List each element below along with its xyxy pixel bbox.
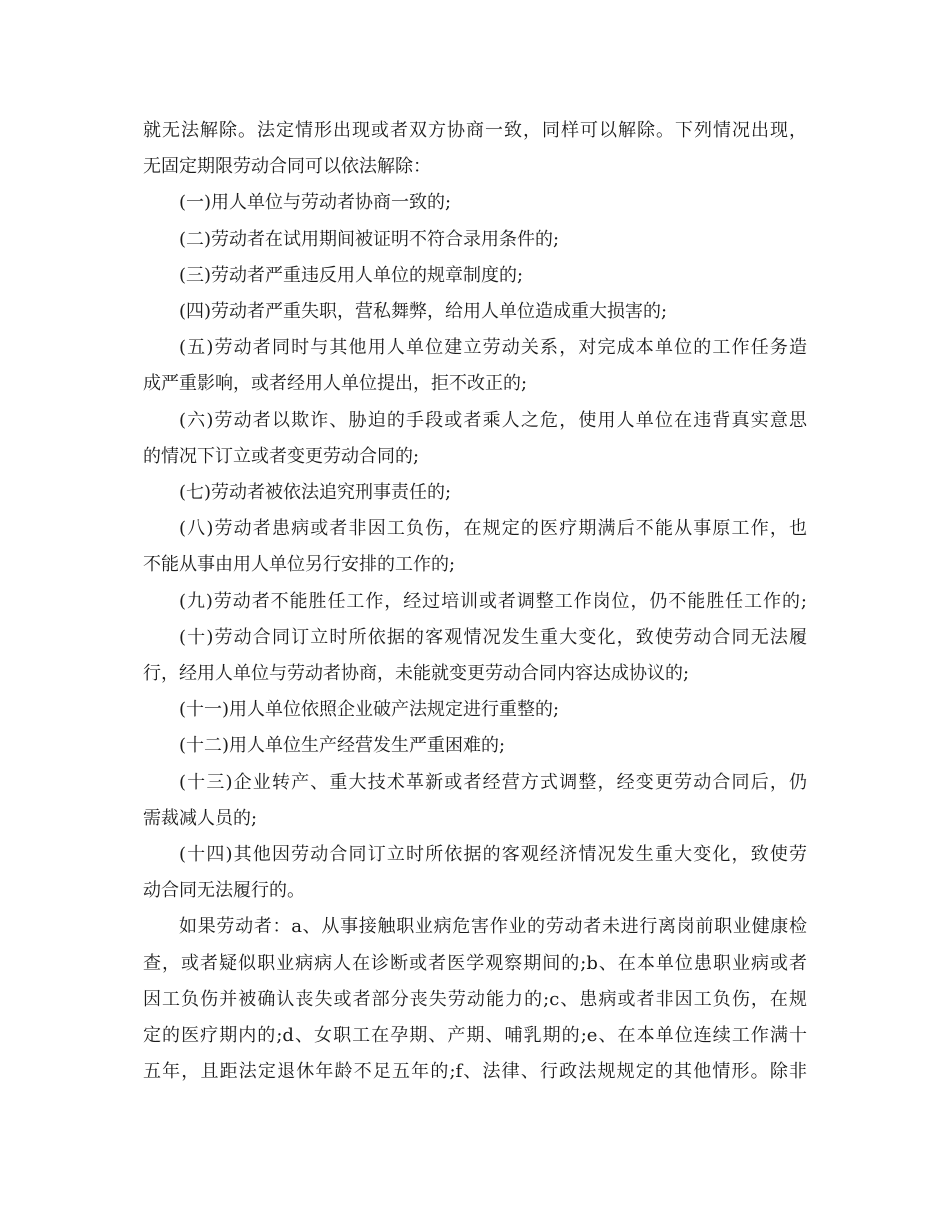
list-item: (六)劳动者以欺诈、胁迫的手段或者乘人之危，使用人单位在违背真实意思 <box>179 409 807 431</box>
list-item: (十)劳动合同订立时所依据的客观情况发生重大变化，致使劳动合同无法履 <box>179 626 807 648</box>
paragraph-line: 如果劳动者：a、从事接触职业病危害作业的劳动者未进行离岗前职业健康检 <box>179 916 807 938</box>
list-item: (八)劳动者患病或者非因工负伤，在规定的医疗期满后不能从事原工作，也 <box>179 518 807 540</box>
text-line: 动合同无法履行的。 <box>143 880 305 902</box>
text-line: 无固定期限劳动合同可以依法解除： <box>143 156 431 178</box>
document-body <box>143 113 807 1090</box>
list-item: (一)用人单位与劳动者协商一致的; <box>179 192 452 214</box>
list-item: (五)劳动者同时与其他用人单位建立劳动关系，对完成本单位的工作任务造 <box>179 337 807 359</box>
list-item: (十三)企业转产、重大技术革新或者经营方式调整，经变更劳动合同后，仍 <box>179 771 807 793</box>
paragraph-line: 定的医疗期内的;d、女职工在孕期、产期、哺乳期的;e、在本单位连续工作满十 <box>143 1025 807 1047</box>
paragraph-line: 因工负伤并被确认丧失或者部分丧失劳动能力的;c、患病或者非因工负伤，在规 <box>143 988 807 1010</box>
list-item: (二)劳动者在试用期间被证明不符合录用条件的; <box>179 228 560 250</box>
list-item: (十二)用人单位生产经营发生严重困难的; <box>179 735 506 757</box>
list-item: (七)劳动者被依法追究刑事责任的; <box>179 482 452 504</box>
list-item: (十四)其他因劳动合同订立时所依据的客观经济情况发生重大变化，致使劳 <box>179 844 807 866</box>
text-line: 行，经用人单位与劳动者协商，未能就变更劳动合同内容达成协议的; <box>143 663 690 685</box>
list-item: (十一)用人单位依照企业破产法规定进行重整的; <box>179 699 560 721</box>
text-line: 不能从事由用人单位另行安排的工作的; <box>143 554 456 576</box>
list-item: (三)劳动者严重违反用人单位的规章制度的; <box>179 264 524 286</box>
list-item: (四)劳动者严重失职，营私舞弊，给用人单位造成重大损害的; <box>179 301 668 323</box>
paragraph-line: 五年，且距法定退休年龄不足五年的;f、法律、行政法规规定的其他情形。除非 <box>143 1061 807 1083</box>
list-item: (九)劳动者不能胜任工作，经过培训或者调整工作岗位，仍不能胜任工作的; <box>179 590 807 612</box>
text-line: 成严重影响，或者经用人单位提出，拒不改正的; <box>143 373 528 395</box>
text-line: 需裁减人员的; <box>143 807 258 829</box>
text-line: 就无法解除。法定情形出现或者双方协商一致，同样可以解除。下列情况出现， <box>143 120 807 141</box>
text-line: 的情况下订立或者变更劳动合同的; <box>143 445 420 467</box>
paragraph-line: 查，或者疑似职业病病人在诊断或者医学观察期间的;b、在本单位患职业病或者 <box>143 952 807 974</box>
